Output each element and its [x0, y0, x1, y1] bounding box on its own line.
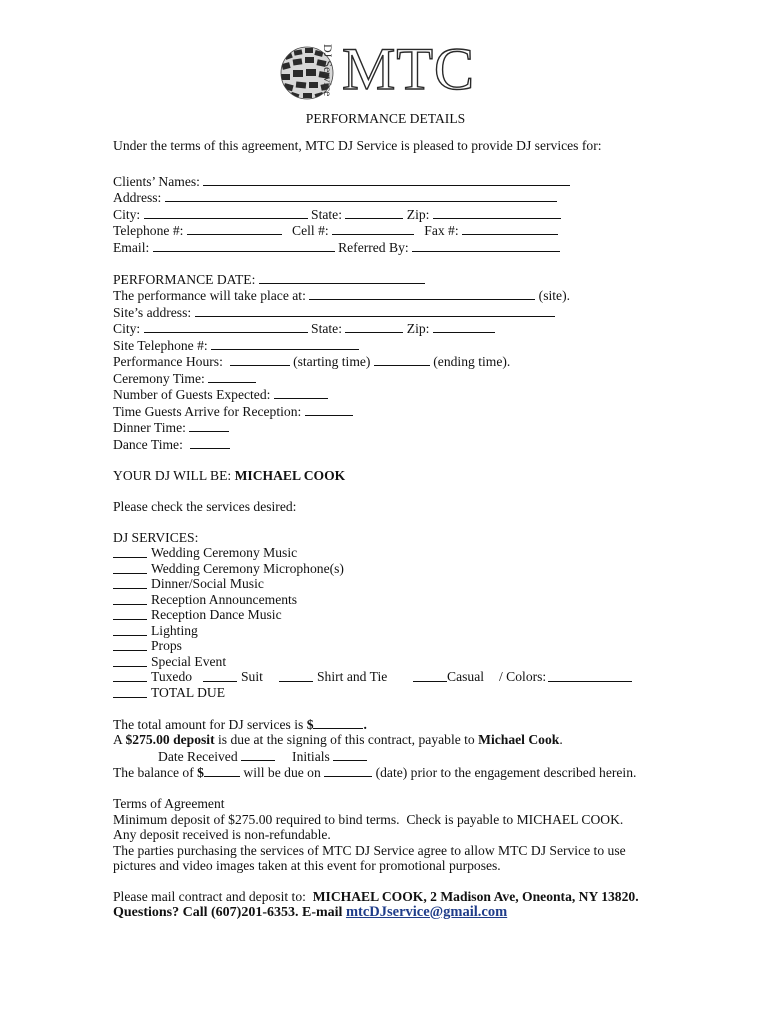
service-item: Special Event [113, 654, 673, 670]
intro-text: Under the terms of this agreement, MTC DJ Service is pleased to provide DJ services for: [113, 137, 602, 153]
hours-row: Performance Hours: (starting time) (ending time). [113, 354, 511, 369]
service-checkbox[interactable] [113, 654, 147, 667]
clients-names-row: Clients’ Names: [113, 173, 673, 190]
terms-heading: Terms of Agreement [113, 796, 225, 811]
balance-row: The balance of $ will be due on (date) prior to the engagement described herein. [113, 765, 637, 780]
terms-line: Any deposit received is non-refundable. [113, 827, 331, 842]
service-checkbox[interactable] [113, 638, 147, 651]
arrive-blank[interactable] [305, 403, 353, 416]
phone-row: Telephone #: Cell #: Fax #: [113, 222, 673, 239]
total-due-row: TOTAL DUE [113, 685, 673, 701]
terms-line: Minimum deposit of $275.00 required to bind terms. Check is payable to MICHAEL COOK. [113, 811, 624, 827]
site-phone-row: Site Telephone #: [113, 337, 673, 354]
terms-line: pictures and video images taken at this event for promotional purposes. [113, 858, 501, 873]
service-item: Reception Announcements [113, 592, 673, 608]
email-row: Email: Referred By: [113, 239, 673, 256]
place-row: The performance will take place at: (site). [113, 288, 571, 303]
state-blank[interactable] [345, 206, 403, 219]
balance-date-blank[interactable] [324, 764, 372, 777]
service-item: Dinner/Social Music [113, 576, 673, 592]
service-item: Reception Dance Music [113, 607, 673, 623]
terms-line: The parties purchasing the services of MTC DJ Service agree to allow MTC DJ Service to use [113, 842, 626, 858]
service-checkbox[interactable] [113, 607, 147, 620]
guests-blank[interactable] [274, 386, 328, 399]
service-item: Lighting [113, 623, 673, 639]
service-checkbox[interactable] [113, 592, 147, 605]
site-phone-blank[interactable] [211, 337, 359, 350]
site-state-blank[interactable] [345, 320, 403, 333]
service-checkbox[interactable] [113, 561, 147, 574]
start-time-blank[interactable] [230, 353, 290, 366]
site-address-blank[interactable] [195, 304, 555, 317]
fax-blank[interactable] [462, 222, 558, 235]
performance-date-blank[interactable] [259, 271, 425, 284]
site-address-row: Site’s address: [113, 304, 673, 321]
total-amount-blank[interactable] [313, 716, 363, 729]
address-blank[interactable] [165, 189, 557, 202]
tuxedo-checkbox[interactable] [113, 669, 147, 682]
telephone-blank[interactable] [187, 222, 282, 235]
site-city-row: City: State: Zip: [113, 320, 673, 337]
service-checkbox[interactable] [113, 576, 147, 589]
balance-blank[interactable] [204, 764, 240, 777]
service-checkbox[interactable] [113, 545, 147, 558]
zip-blank[interactable] [433, 206, 561, 219]
company-logo [279, 36, 499, 104]
service-item: Wedding Ceremony Microphone(s) [113, 561, 673, 577]
questions-row: Questions? Call (607)201-6353. E-mail mtcDJservice@gmail.com [113, 903, 508, 920]
address-row: Address: [113, 189, 673, 206]
shirt-tie-checkbox[interactable] [279, 669, 313, 682]
clients-names-blank[interactable] [203, 173, 570, 186]
page-title: PERFORMANCE DETAILS [305, 111, 466, 126]
check-services-text: Please check the services desired: [113, 498, 297, 514]
dance-blank[interactable] [190, 436, 230, 449]
contract-page [113, 111, 673, 920]
date-received-row: Date Received Initials [113, 748, 673, 765]
ceremony-blank[interactable] [208, 370, 256, 383]
services-heading: DJ SERVICES: [113, 529, 199, 545]
casual-checkbox[interactable] [413, 669, 447, 682]
email-link[interactable]: mtcDJservice@gmail.com [345, 903, 508, 920]
colors-blank[interactable] [548, 669, 632, 682]
dj-name: MICHAEL COOK [234, 467, 346, 483]
mail-row: Please mail contract and deposit to: MICHAEL COOK, 2 Madison Ave, Oneonta, NY 13820. [113, 889, 639, 904]
performance-date-row: PERFORMANCE DATE: [113, 271, 673, 288]
initials-blank[interactable] [333, 748, 367, 761]
dinner-blank[interactable] [189, 419, 229, 432]
attire-row: Tuxedo Suit Shirt and Tie Casual / Colors: [113, 669, 673, 685]
dinner-row: Dinner Time: [113, 419, 673, 436]
ceremony-row: Ceremony Time: [113, 370, 673, 387]
total-due-blank[interactable] [113, 685, 147, 698]
suit-checkbox[interactable] [203, 669, 237, 682]
logo-wordmark: MTC [342, 36, 476, 102]
arrive-row: Time Guests Arrive for Reception: [113, 403, 673, 420]
place-blank[interactable] [309, 287, 535, 300]
cell-blank[interactable] [332, 222, 414, 235]
email-blank[interactable] [153, 239, 335, 252]
dj-row: YOUR DJ WILL BE: MICHAEL COOK [113, 467, 346, 483]
dance-row: Dance Time: [113, 436, 673, 453]
site-city-blank[interactable] [144, 320, 308, 333]
site-zip-blank[interactable] [433, 320, 495, 333]
guests-row: Number of Guests Expected: [113, 386, 673, 403]
deposit-row: A $275.00 deposit is due at the signing of this contract, payable to Michael Cook. [113, 732, 563, 747]
logo-subtitle: DJ Service [321, 44, 335, 97]
service-item: Wedding Ceremony Music [113, 545, 673, 561]
city-row: City: State: Zip: [113, 206, 673, 223]
service-item: Props [113, 638, 673, 654]
service-checkbox[interactable] [113, 623, 147, 636]
total-amount-row: The total amount for DJ services is $ . [113, 716, 367, 732]
referred-blank[interactable] [412, 239, 560, 252]
end-time-blank[interactable] [374, 353, 430, 366]
date-received-blank[interactable] [241, 748, 275, 761]
city-blank[interactable] [144, 206, 308, 219]
